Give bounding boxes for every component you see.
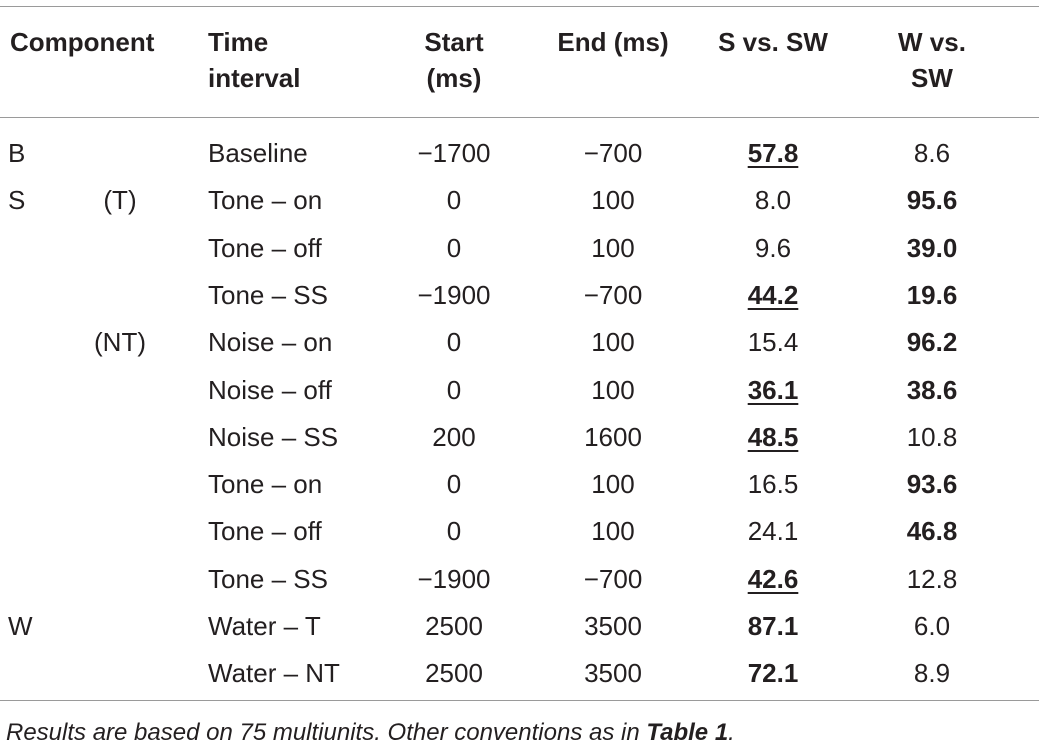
footnote-text: Results are based on 75 multiunits. Other conventions as in bbox=[6, 719, 647, 746]
cell-start: 0 bbox=[446, 469, 462, 499]
cell-w-vs-sw: 93.6 bbox=[906, 469, 958, 499]
cell-start: 0 bbox=[446, 327, 462, 357]
cell-end: 100 bbox=[591, 516, 635, 546]
header-w-vs-sw-line1: W vs. bbox=[898, 27, 966, 57]
cell-s-vs-sw: 87.1 bbox=[747, 611, 799, 641]
cell-end: −700 bbox=[583, 138, 643, 168]
cell-s-vs-sw: 57.8 bbox=[747, 138, 799, 168]
cell-end: 3500 bbox=[584, 658, 642, 688]
cell-s-vs-sw: 42.6 bbox=[747, 564, 799, 594]
cell-subgroup: (NT) bbox=[94, 327, 146, 357]
header-start bbox=[424, 24, 483, 96]
cell-time-interval: Noise – SS bbox=[208, 422, 339, 452]
cell-time-interval: Water – NT bbox=[208, 658, 340, 688]
cell-end: 100 bbox=[591, 327, 635, 357]
cell-time-interval: Tone – SS bbox=[208, 280, 328, 310]
cell-start: 2500 bbox=[425, 658, 483, 688]
cell-w-vs-sw: 8.6 bbox=[913, 138, 951, 168]
header-component: Component bbox=[10, 27, 155, 57]
cell-end: 3500 bbox=[584, 611, 642, 641]
cell-w-vs-sw: 39.0 bbox=[906, 233, 958, 263]
cell-w-vs-sw: 95.6 bbox=[906, 185, 958, 215]
cell-time-interval: Tone – SS bbox=[208, 564, 328, 594]
cell-start: 0 bbox=[446, 233, 462, 263]
header-end: End (ms) bbox=[557, 27, 669, 57]
header-time-interval-line1: Time bbox=[208, 27, 269, 57]
header-time-interval bbox=[208, 24, 301, 96]
cell-w-vs-sw: 10.8 bbox=[906, 422, 958, 452]
cell-time-interval: Noise – off bbox=[208, 375, 332, 405]
cell-time-interval: Water – T bbox=[208, 611, 321, 641]
cell-end: 100 bbox=[591, 233, 635, 263]
cell-start: 0 bbox=[446, 185, 462, 215]
cell-start: 0 bbox=[446, 375, 462, 405]
header-bottom-rule bbox=[0, 117, 1039, 118]
cell-component: S bbox=[8, 185, 26, 215]
table-footnote bbox=[6, 718, 735, 748]
cell-time-interval: Tone – on bbox=[208, 185, 323, 215]
footnote-end: . bbox=[728, 719, 735, 746]
cell-component: B bbox=[8, 138, 26, 168]
cell-w-vs-sw: 12.8 bbox=[906, 564, 958, 594]
cell-s-vs-sw: 72.1 bbox=[747, 658, 799, 688]
cell-end: 100 bbox=[591, 375, 635, 405]
header-s-vs-sw: S vs. SW bbox=[718, 27, 828, 57]
header-w-vs-sw bbox=[898, 24, 966, 96]
cell-s-vs-sw: 15.4 bbox=[747, 327, 799, 357]
cell-start: −1900 bbox=[417, 564, 491, 594]
cell-w-vs-sw: 46.8 bbox=[906, 516, 958, 546]
cell-subgroup: (T) bbox=[103, 185, 137, 215]
cell-s-vs-sw: 44.2 bbox=[747, 280, 799, 310]
cell-start: 0 bbox=[446, 516, 462, 546]
cell-s-vs-sw: 16.5 bbox=[747, 469, 799, 499]
header-start-line1: Start bbox=[424, 27, 484, 57]
cell-s-vs-sw: 36.1 bbox=[747, 375, 799, 405]
cell-s-vs-sw: 9.6 bbox=[754, 233, 792, 263]
cell-end: 1600 bbox=[584, 422, 642, 452]
header-time-interval-line2: interval bbox=[208, 63, 301, 93]
cell-w-vs-sw: 6.0 bbox=[913, 611, 951, 641]
cell-time-interval: Baseline bbox=[208, 138, 308, 168]
cell-s-vs-sw: 24.1 bbox=[747, 516, 799, 546]
header-w-vs-sw-line2: SW bbox=[911, 63, 953, 93]
cell-time-interval: Tone – off bbox=[208, 233, 322, 263]
cell-time-interval: Tone – off bbox=[208, 516, 322, 546]
cell-s-vs-sw: 8.0 bbox=[754, 185, 792, 215]
cell-start: 200 bbox=[432, 422, 476, 452]
cell-start: 2500 bbox=[425, 611, 483, 641]
footnote-table-ref: Table 1 bbox=[646, 719, 729, 746]
table-top-rule bbox=[0, 6, 1039, 7]
table-bottom-rule bbox=[0, 700, 1039, 701]
cell-time-interval: Noise – on bbox=[208, 327, 333, 357]
cell-end: −700 bbox=[583, 280, 643, 310]
cell-w-vs-sw: 19.6 bbox=[906, 280, 958, 310]
cell-end: −700 bbox=[583, 564, 643, 594]
cell-end: 100 bbox=[591, 185, 635, 215]
cell-time-interval: Tone – on bbox=[208, 469, 323, 499]
header-start-line2: (ms) bbox=[426, 63, 482, 93]
cell-end: 100 bbox=[591, 469, 635, 499]
cell-w-vs-sw: 96.2 bbox=[906, 327, 958, 357]
cell-s-vs-sw: 48.5 bbox=[747, 422, 799, 452]
cell-w-vs-sw: 38.6 bbox=[906, 375, 958, 405]
cell-start: −1700 bbox=[417, 138, 491, 168]
cell-start: −1900 bbox=[417, 280, 491, 310]
cell-w-vs-sw: 8.9 bbox=[913, 658, 951, 688]
cell-component: W bbox=[8, 611, 33, 641]
